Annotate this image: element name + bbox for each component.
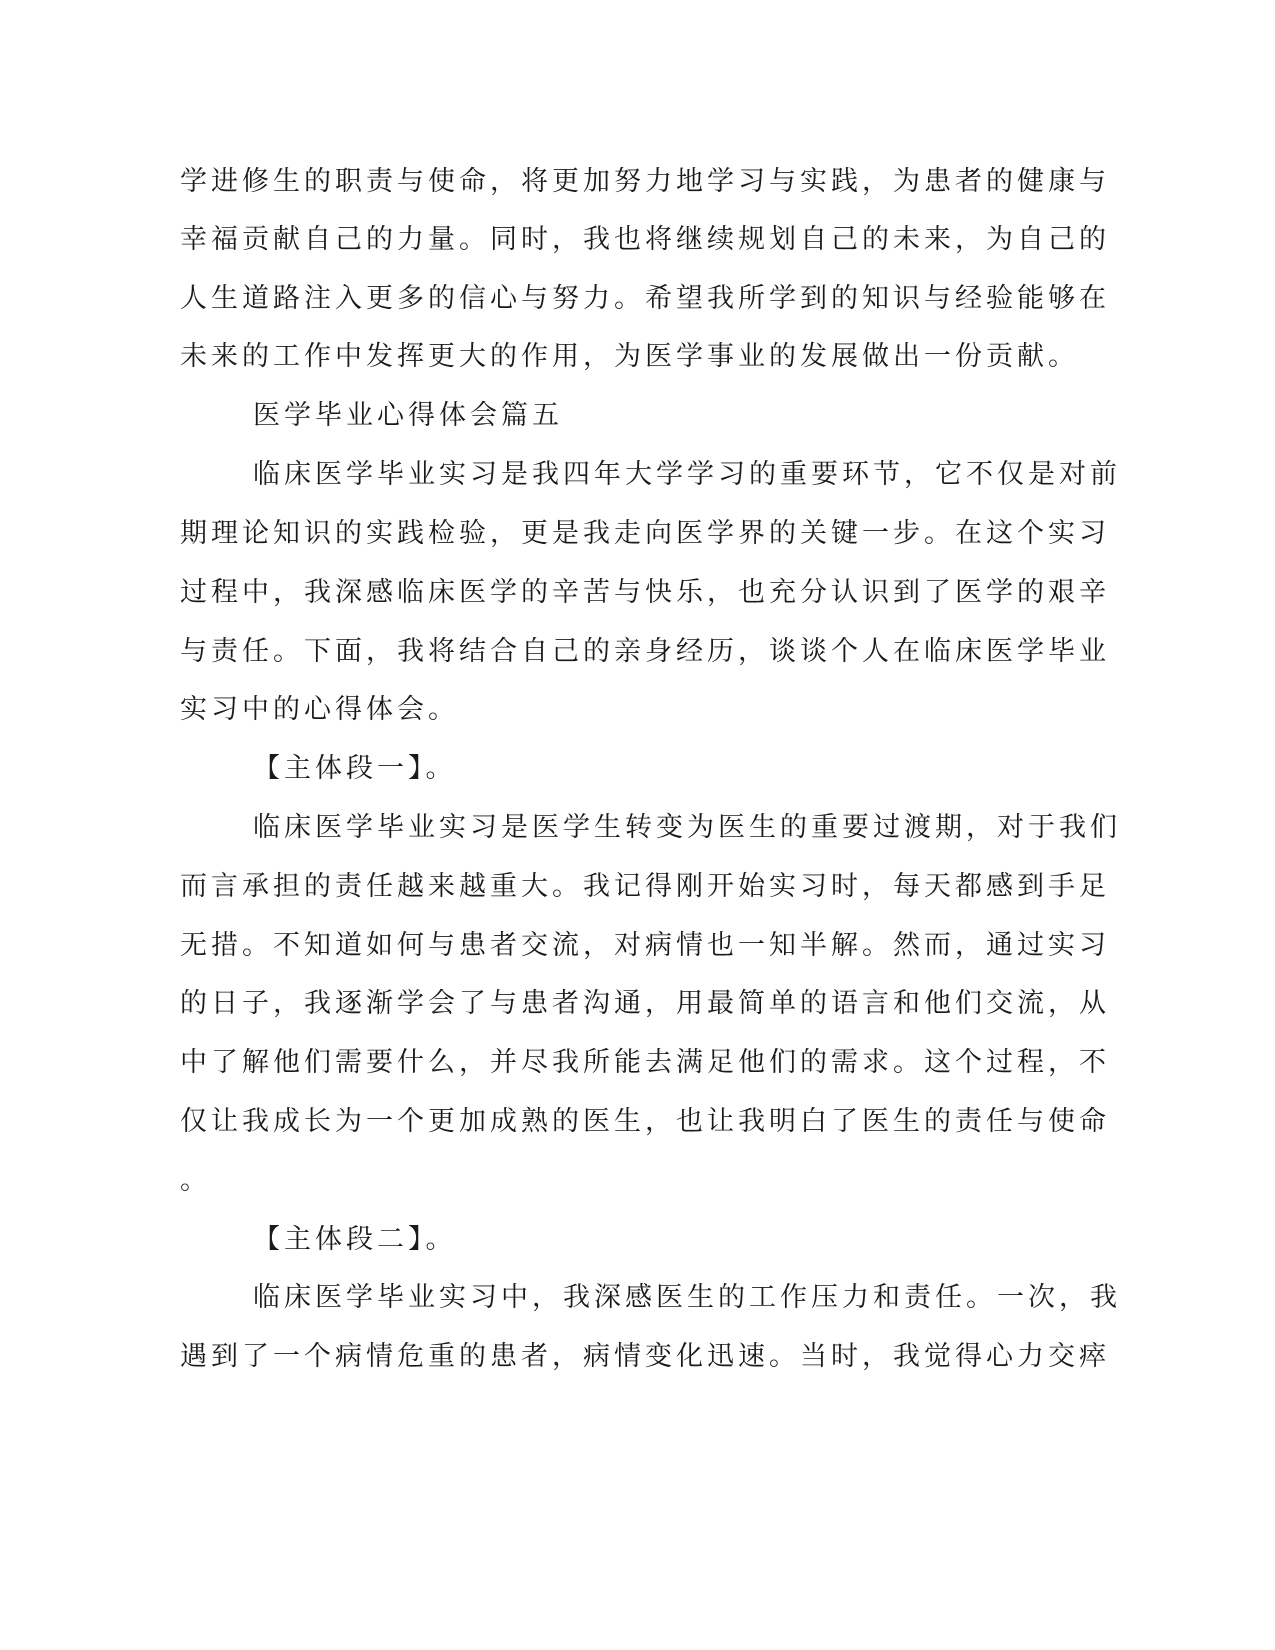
subsection-heading: 【主体段一】。 <box>253 753 457 784</box>
paragraph-line: 实习中的心得体会。 <box>180 694 459 725</box>
paragraph-line: 未来的工作中发挥更大的作用，为医学事业的发展做出一份贡献。 <box>180 341 1079 372</box>
paragraph-line: 临床医学毕业实习中，我深感医生的工作压力和责任。一次，我 <box>253 1282 1121 1313</box>
paragraph-line: 中了解他们需要什么，并尽我所能去满足他们的需求。这个过程，不 <box>180 1047 1110 1078</box>
paragraph-line: 与责任。下面，我将结合自己的亲身经历，谈谈个人在临床医学毕业 <box>180 636 1110 667</box>
paragraph-line: 遇到了一个病情危重的患者，病情变化迅速。当时，我觉得心力交瘁 <box>180 1341 1110 1372</box>
paragraph-line: 而言承担的责任越来越重大。我记得刚开始实习时，每天都感到手足 <box>180 871 1110 902</box>
paragraph-line: 期理论知识的实践检验，更是我走向医学界的关键一步。在这个实习 <box>180 518 1110 549</box>
paragraph-line: 的日子，我逐渐学会了与患者沟通，用最简单的语言和他们交流，从 <box>180 988 1110 1019</box>
paragraph-line: 人生道路注入更多的信心与努力。希望我所学到的知识与经验能够在 <box>180 283 1110 314</box>
paragraph-line: 临床医学毕业实习是我四年大学学习的重要环节，它不仅是对前 <box>253 459 1121 490</box>
paragraph-line: 无措。不知道如何与患者交流，对病情也一知半解。然而，通过实习 <box>180 930 1110 961</box>
paragraph-line: 幸福贡献自己的力量。同时，我也将继续规划自己的未来，为自己的 <box>180 224 1110 255</box>
paragraph-line: 。 <box>180 1165 211 1196</box>
paragraph-line: 学进修生的职责与使命，将更加努力地学习与实践，为患者的健康与 <box>180 166 1110 197</box>
paragraph-line: 临床医学毕业实习是医学生转变为医生的重要过渡期，对于我们 <box>253 812 1121 843</box>
subsection-heading: 【主体段二】。 <box>253 1224 457 1255</box>
paragraph-line: 仅让我成长为一个更加成熟的医生，也让我明白了医生的责任与使命 <box>180 1106 1110 1137</box>
paragraph-line: 过程中，我深感临床医学的辛苦与快乐，也充分认识到了医学的艰辛 <box>180 577 1110 608</box>
section-heading: 医学毕业心得体会篇五 <box>253 400 563 431</box>
